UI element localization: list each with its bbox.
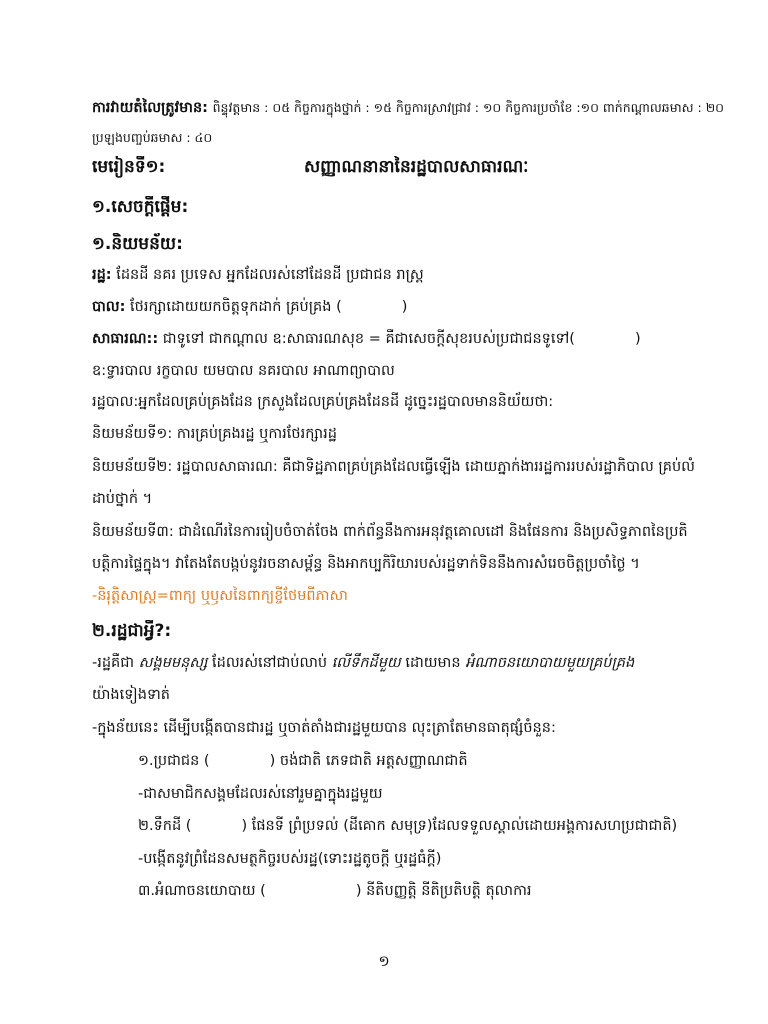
grading-scores: ពិន្ទុវត្តមាន : ០៥ កិច្ចការក្នុងថ្នាក់ : ១៥ កិច្ចការស្រាវជ្រាវ : ១០ កិច្ចការប្រចាំខែ :១០ ពាក់កណ្ដាលឆមាស : ២០ [212, 100, 725, 115]
definition-public [92, 328, 738, 350]
etymology-line: -និរុត្តិសាស្រ្ត=ពាក្យ ឬឫសនៃពាក្យខ្ចីថែមពីភាសា [92, 588, 348, 604]
examples-line: ឧ:ទ្វារបាល រក្ខបាល យមបាល នគរបាល អាណាព្យាបាល [92, 363, 395, 379]
state-line-1-c: ដែលរស់នៅជាប់លាប់ [212, 655, 328, 671]
state-line-1 [92, 652, 738, 674]
grading-line [92, 97, 738, 119]
state-line-1-b: សង្គមមនុស្ស [138, 655, 208, 671]
definition-2-line-b: ដាប់ថ្នាក់ ។ [92, 491, 153, 507]
page-number: ១ [378, 952, 390, 970]
definition-3-line-a: និយមន័យទី៣: ជាដំណើរនៃការរៀបចំចាត់ចែង ពាក់ព័ន្ធនឹងការអនុវត្តគោលដៅ និងផែនការ និងប្រសិទ្ធភាពនៃប្រតិ [92, 524, 688, 540]
element-territory-note: -បង្កើតនូវព្រំដែនសមត្ថកិច្ចរបស់រដ្ឋ(ទោះរដ្ឋតូចក្ដី ឬរដ្ឋធំក្ដី) [138, 851, 442, 867]
state-line-1-d: លើទឹកដីមួយ [331, 655, 401, 671]
element-territory [138, 815, 738, 837]
element-population-a: ១.ប្រជាជន ( [138, 753, 210, 769]
term-admin-close: ) [401, 299, 408, 315]
element-population-note: -ជាសមាជិកសង្គមដែលរស់នៅរួមគ្នាក្នុងរដ្ឋមួយ [138, 786, 383, 802]
term-state: រដ្ឋ: [92, 267, 112, 283]
grading-label: ការវាយតំលៃត្រូវមាន: [92, 100, 208, 116]
lesson-title: សញ្ញាណនានានៃរដ្ឋបាលសាធារណៈ [304, 157, 529, 177]
state-line-2: យ៉ាងទៀងទាត់ [92, 687, 170, 703]
section-introduction-heading: ១.សេចក្ដីផ្ដើម: [92, 197, 189, 217]
element-territory-b: ) ផែនទី ព្រំប្រទល់ (ដីគោក សមុទ្រ)ដែលទទួលស្គាល់ដោយអង្គការសហប្រជាជាតិ) [241, 818, 678, 834]
element-political-power [138, 880, 738, 902]
element-power-b: ) នីតិបញ្ញត្តិ នីតិប្រតិបត្តិ តុលាការ [355, 883, 532, 899]
state-line-3: -ក្នុងន័យនេះ ដើម្បីបង្កើតបានជារដ្ឋ ឬចាត់តាំងជារដ្ឋមួយបាន លុះត្រាតែមានធាតុផ្សំចំនួន: [92, 720, 556, 736]
lesson-heading [92, 156, 738, 178]
final-exam-line: ប្រឡងបញ្ចប់ឆមាស : ៤០ [92, 130, 213, 145]
section-definition-heading: ១.និយមន័យ: [92, 234, 183, 254]
state-line-1-e: ដោយមាន [405, 655, 461, 671]
element-power-a: ៣.អំណាចនយោបាយ ( [138, 883, 266, 899]
term-public-close: ) [634, 331, 641, 347]
term-public: សាធារណ:: [92, 331, 159, 347]
definition-administration [92, 296, 738, 318]
lesson-label: មេរៀនទី១: [92, 157, 166, 177]
section-what-is-state-heading: ២.រដ្ឋជាអ្វី?: [92, 621, 172, 641]
term-public-text: ជាទូទៅ ជាកណ្ដាល ឧ:សាធារណសុខ = គឺជាសេចក្ដីសុខរបស់ប្រជាជនទូទៅ( [162, 331, 575, 347]
term-state-text: ដែនដី នគរ ប្រទេស អ្នកដែលរស់នៅដែនដី ប្រជាជន រាស្រ្ត [116, 267, 424, 283]
definition-3-line-b: បត្តិការផ្ទៃក្នុង។ វាតែងតែបង្កប់នូវរចនាសម្ព័ន្ធ និងអាកប្បកិរិយារបស់រដ្ឋទាក់ទិននឹងការសំរេចចិត្តប្រចាំថ្ងៃ ។ [92, 556, 640, 572]
admin-definition-line: រដ្ឋបាល:អ្នកដែលគ្រប់គ្រងដែន ក្រសួងដែលគ្រប់គ្រងដែនដី ដូច្នេះរដ្ឋបាលមាននិយ័យថា: [92, 394, 554, 410]
element-territory-a: ២.ទឹកដី ( [138, 818, 192, 834]
term-admin-text: ថែរក្សាដោយយកចិត្តទុកដាក់ គ្រប់គ្រង ( [130, 299, 342, 315]
element-population-b: ) ចង់ជាតិ ភេទជាតិ អត្តសញ្ញាណជាតិ [269, 753, 468, 769]
state-line-1-a: -រដ្ឋគឺជា [92, 655, 135, 671]
element-population [138, 750, 738, 772]
definition-state [92, 264, 738, 286]
definition-1-line: និយមន័យទី១: ការគ្រប់គ្រងរដ្ឋ ឬការថែរក្សារដ្ឋ [92, 426, 337, 442]
definition-2-line-a: និយមន័យទី២: រដ្ឋបាលសាធារណ: គឺជាទិដ្ឋភាពគ្រប់គ្រងដែលធ្វើឡើង ដោយភ្នាក់ងាររដ្ឋការរបស់រដ្ឋាភិបាល គ្រប់លំ [92, 459, 695, 475]
term-admin: បាល: [92, 299, 126, 315]
state-line-1-f: អំណាចនយោបាយមួយគ្រប់គ្រង [465, 655, 635, 671]
